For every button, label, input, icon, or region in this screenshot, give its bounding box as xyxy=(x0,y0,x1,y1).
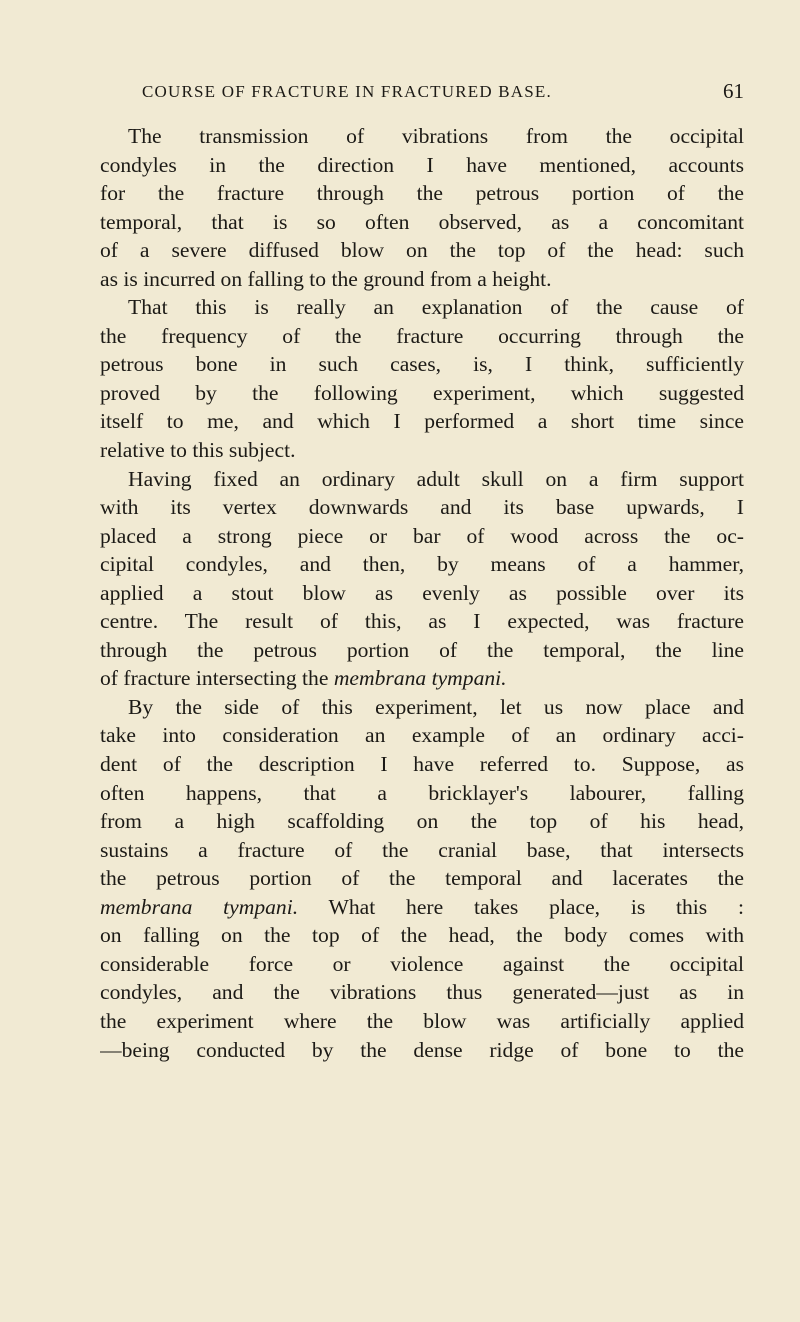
line-text: often happens, that a bricklayer's labourer, falling xyxy=(100,780,744,805)
line-text: sustains a fracture of the cranial base, that intersects xyxy=(100,837,744,862)
text-line xyxy=(100,122,744,151)
text-line xyxy=(100,522,744,551)
line-text: with its vertex downwards and its base upwards, I xyxy=(100,495,744,520)
text-line xyxy=(100,579,744,608)
line-text: Having fixed an ordinary adult skull on a firm support xyxy=(128,466,744,491)
line-text: petrous bone in such cases, is, I think, sufficiently xyxy=(100,352,744,377)
text-line xyxy=(100,921,744,950)
text-line xyxy=(100,893,744,922)
line-text: itself to me, and which I performed a short time since xyxy=(100,409,744,434)
page-header xyxy=(100,79,744,112)
line-text: applied a stout blow as evenly as possible over its xyxy=(100,580,744,605)
text-line xyxy=(100,293,744,322)
line-text: placed a strong piece or bar of wood across the oc- xyxy=(100,523,744,548)
line-italic-text: membrana tympani. xyxy=(100,894,299,919)
line-text: through the petrous portion of the temporal, the line xyxy=(100,637,744,662)
text-line xyxy=(100,950,744,979)
line-text: of fracture intersecting the xyxy=(100,666,334,691)
text-line xyxy=(100,636,744,665)
line-text: By the side of this experiment, let us now place and xyxy=(128,694,744,719)
text-line xyxy=(100,493,744,522)
line-text: —being conducted by the dense ridge of bone to the xyxy=(100,1037,744,1062)
text-line xyxy=(100,978,744,1007)
text-line xyxy=(100,379,744,408)
line-text: relative to this subject. xyxy=(100,438,296,463)
body-text xyxy=(100,122,744,1064)
line-text: of a severe diffused blow on the top of the head: such xyxy=(100,238,744,263)
line-text: the petrous portion of the temporal and lacerates the xyxy=(100,866,744,891)
text-line xyxy=(100,664,744,693)
text-line xyxy=(100,407,744,436)
line-text: cipital condyles, and then, by means of a hammer, xyxy=(100,552,744,577)
line-italic-text: membrana tympani. xyxy=(333,666,507,691)
text-line xyxy=(100,179,744,208)
page-number: 61 xyxy=(723,79,744,103)
text-line xyxy=(100,236,744,265)
text-line xyxy=(100,550,744,579)
text-line xyxy=(100,836,744,865)
line-text: The transmission of vibrations from the occipital xyxy=(128,124,744,148)
text-line xyxy=(100,436,744,465)
text-line xyxy=(100,465,744,494)
text-line xyxy=(100,265,744,294)
text-line xyxy=(100,807,744,836)
text-line xyxy=(100,1007,744,1036)
text-line xyxy=(100,750,744,779)
line-text-after: What here takes place, is this : xyxy=(298,894,744,919)
line-text: condyles in the direction I have mentioned, accounts xyxy=(100,152,744,177)
text-line xyxy=(100,322,744,351)
text-line xyxy=(100,721,744,750)
line-text: on falling on the top of the head, the body comes with xyxy=(100,923,744,948)
running-head: COURSE OF FRACTURE IN FRACTURED BASE. xyxy=(142,82,552,101)
line-text: dent of the description I have referred to. Suppose, as xyxy=(100,752,744,777)
text-line xyxy=(100,208,744,237)
line-text: for the fracture through the petrous portion of the xyxy=(100,181,744,206)
text-line xyxy=(100,864,744,893)
line-text: That this is really an explanation of the cause of xyxy=(128,295,744,320)
line-text: considerable force or violence against the occipital xyxy=(100,951,744,976)
line-text: as is incurred on falling to the ground from a height. xyxy=(100,266,552,291)
line-text: centre. The result of this, as I expected, was fracture xyxy=(100,609,744,634)
line-text: temporal, that is so often observed, as a concomitant xyxy=(100,209,744,234)
text-line xyxy=(100,151,744,180)
text-line xyxy=(100,350,744,379)
text-line xyxy=(100,1036,744,1065)
text-line xyxy=(100,779,744,808)
text-line xyxy=(100,693,744,722)
line-text: take into consideration an example of an ordinary acci- xyxy=(100,723,744,748)
line-text: proved by the following experiment, which suggested xyxy=(100,380,744,405)
line-text: the frequency of the fracture occurring through the xyxy=(100,323,744,348)
line-text: condyles, and the vibrations thus generated—just as in xyxy=(100,980,744,1005)
line-text: from a high scaffolding on the top of his head, xyxy=(100,809,744,834)
line-text: the experiment where the blow was artificially applied xyxy=(100,1008,744,1033)
text-line xyxy=(100,607,744,636)
